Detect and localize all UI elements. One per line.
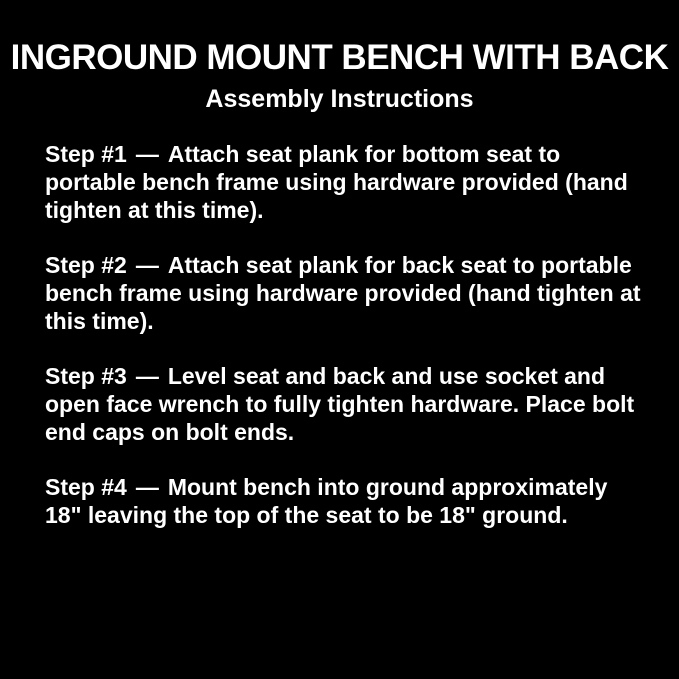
step-1-dash: — (135, 141, 159, 167)
step-3-text: Level seat and back and use socket and open face wrench to fully tighten hardware. Place bolt end caps on bolt ends. (45, 363, 635, 445)
step-1-label: Step #1 (45, 141, 127, 167)
step-2-label: Step #2 (45, 252, 127, 278)
step-4-text: Mount bench into ground approximately 18" leaving the top of the seat to be 18" ground. (45, 474, 608, 528)
step-2 (45, 251, 641, 335)
step-1 (45, 140, 641, 224)
step-4-dash: — (135, 474, 159, 500)
step-1-text: Attach seat plank for bottom seat to portable bench frame using hardware provided (hand tighten at this time). (45, 141, 628, 223)
page-subtitle: Assembly Instructions (205, 85, 474, 113)
card-header (0, 0, 679, 114)
step-4 (45, 473, 641, 529)
step-3 (45, 362, 641, 446)
step-2-dash: — (135, 252, 159, 278)
step-3-label: Step #3 (45, 363, 127, 389)
step-3-dash: — (135, 363, 159, 389)
page-title: INGROUND MOUNT BENCH WITH BACK (10, 38, 669, 77)
step-2-text: Attach seat plank for back seat to portable bench frame using hardware provided (hand tighten at this time). (45, 252, 641, 334)
step-4-label: Step #4 (45, 474, 127, 500)
steps-list (0, 140, 679, 529)
